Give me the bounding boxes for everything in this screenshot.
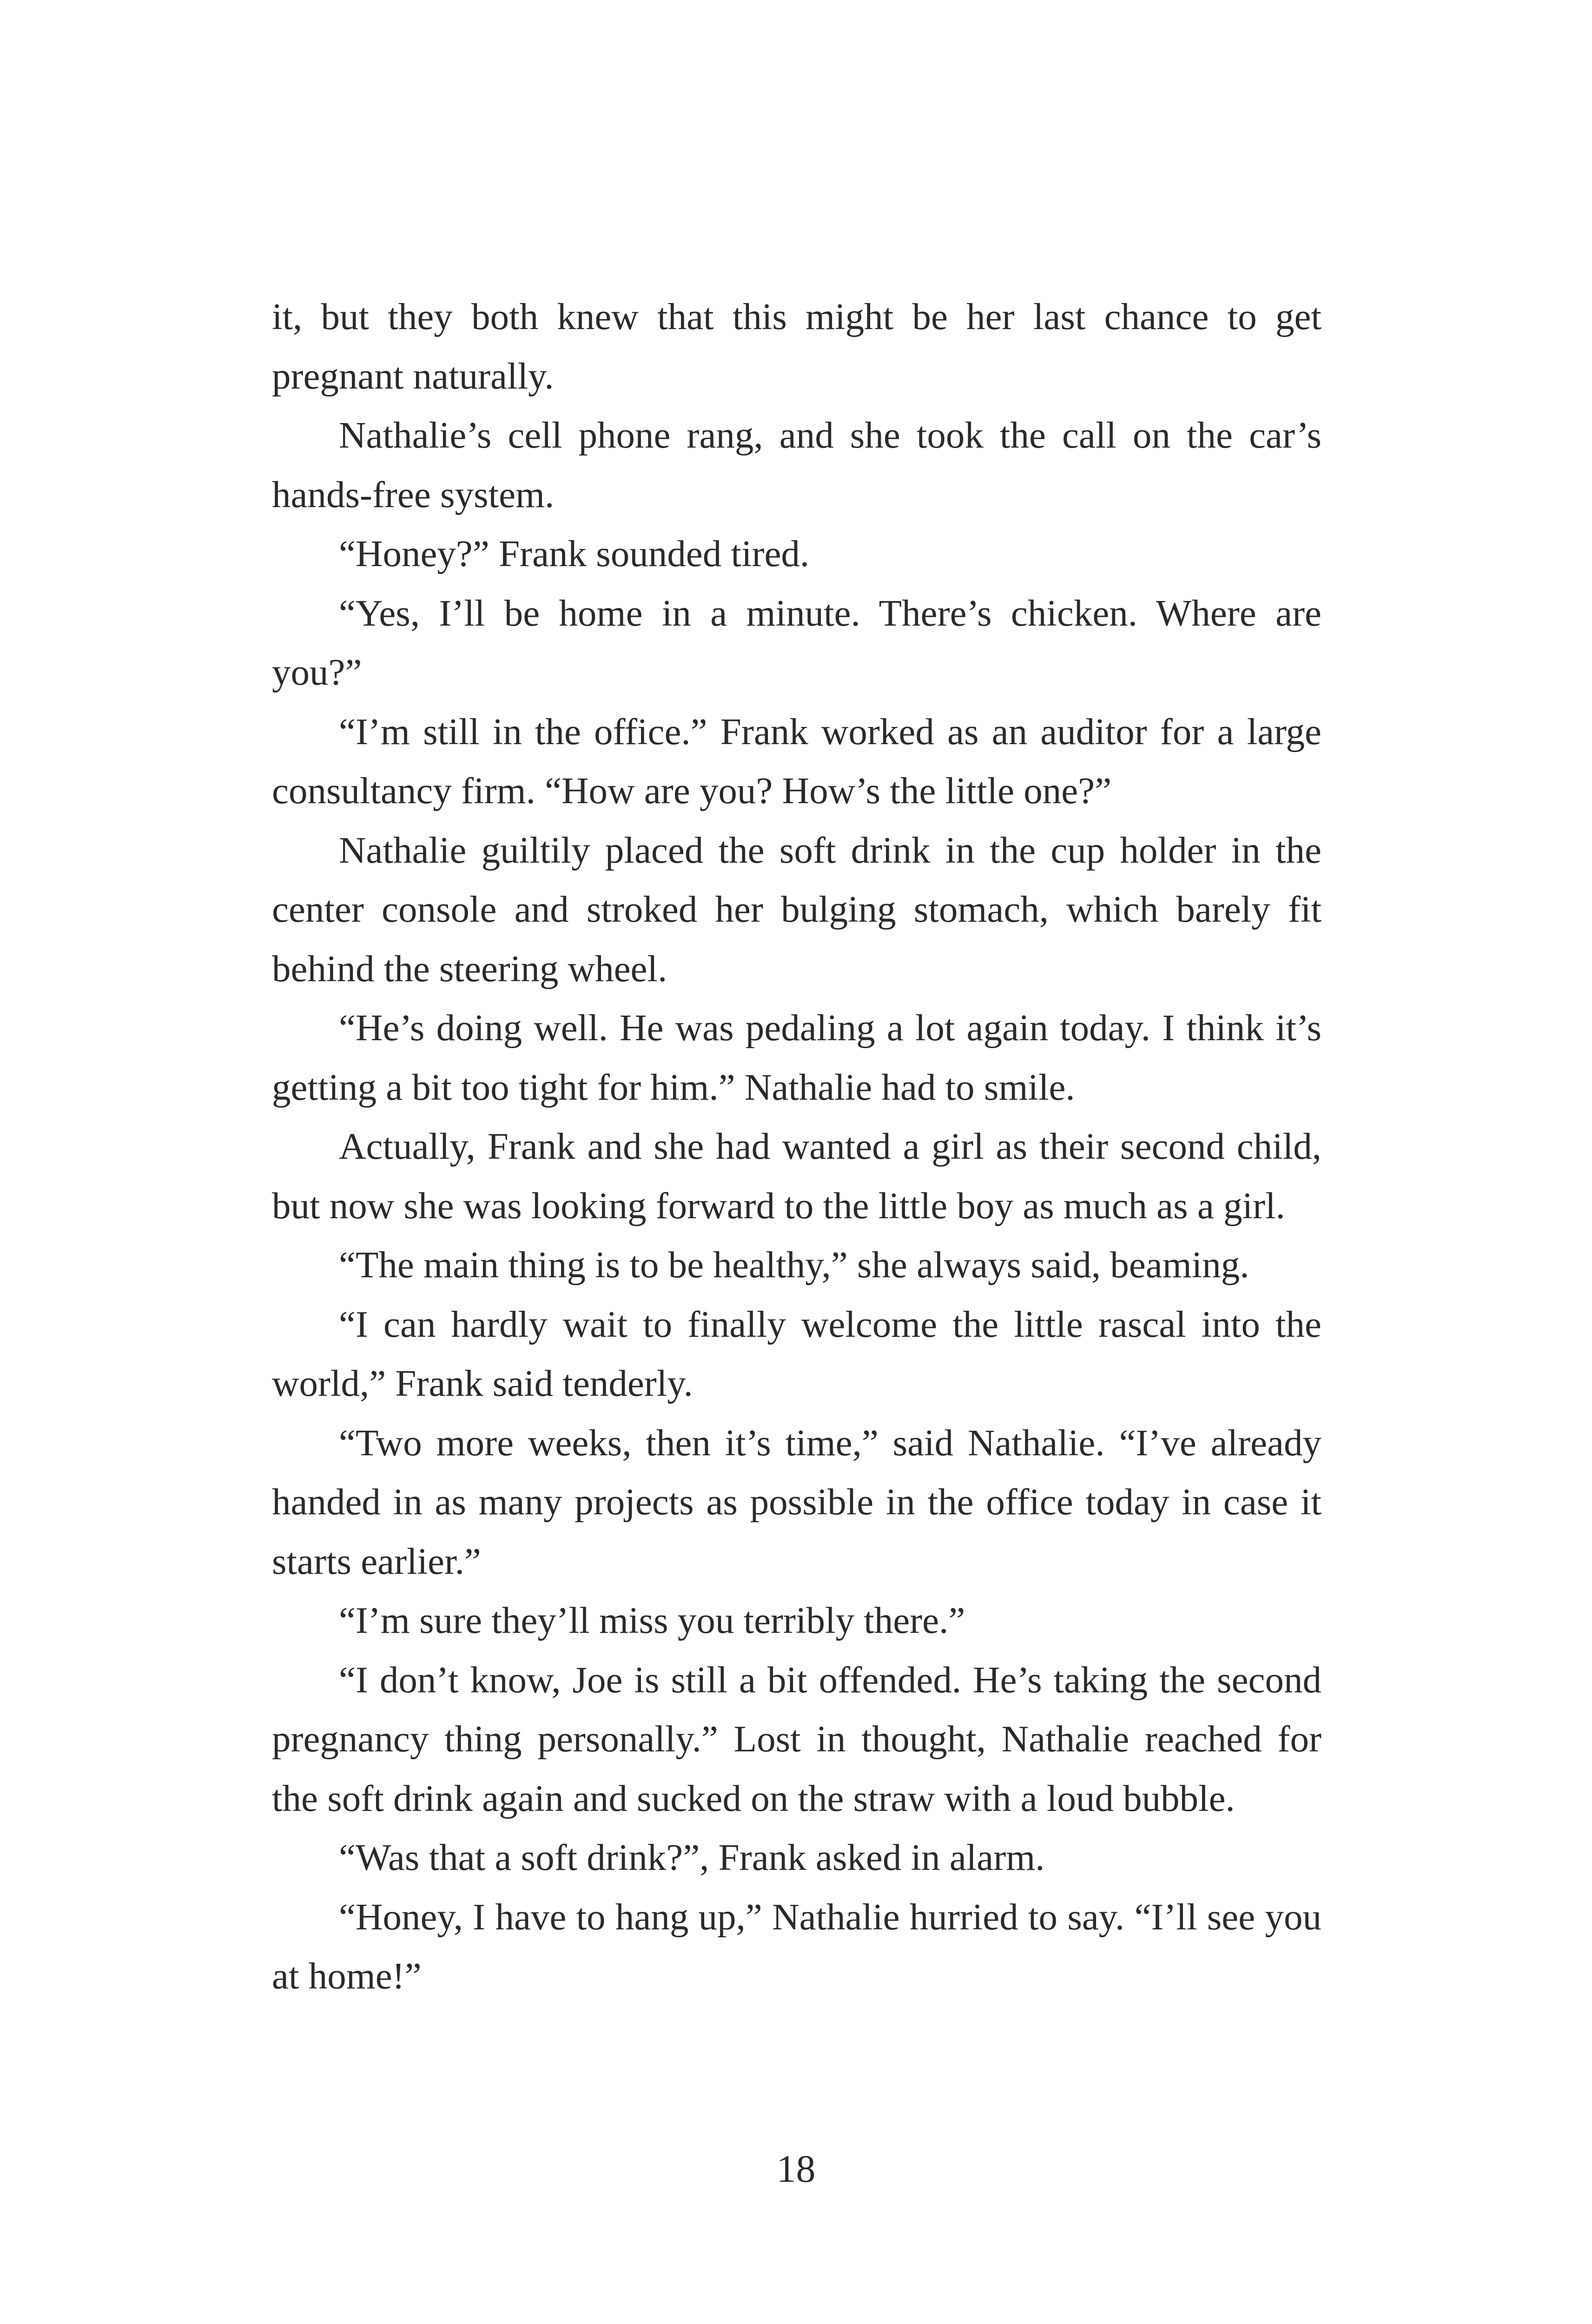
paragraph: Nathalie’s cell phone rang, and she took the call on the car’s hands-free system. bbox=[272, 414, 1321, 515]
paragraph: “Honey, I have to hang up,” Nathalie hurried to say. “I’ll see you at home!” bbox=[272, 1895, 1321, 1997]
paragraph: “I’m sure they’ll miss you terribly there.” bbox=[339, 1599, 965, 1641]
paragraph: Actually, Frank and she had wanted a girl as their second child, but now she was looking forward to the little boy as much as a girl. bbox=[272, 1125, 1321, 1227]
paragraph: “Yes, I’ll be home in a minute. There’s chicken. Where are you?” bbox=[272, 592, 1321, 693]
paragraph: it, but they both knew that this might be her last chance to get pregnant naturally. bbox=[272, 296, 1321, 397]
paragraph: “I can hardly wait to finally welcome the little rascal into the world,” Frank said tenderly. bbox=[272, 1303, 1321, 1404]
paragraph: “Honey?” Frank sounded tired. bbox=[339, 533, 810, 574]
paragraph: “The main thing is to be healthy,” she always said, beaming. bbox=[339, 1244, 1249, 1286]
paragraph: “I’m still in the office.” Frank worked as an auditor for a large consultancy firm. “How are you? How’s the little one?” bbox=[272, 710, 1321, 812]
paragraph: Nathalie guiltily placed the soft drink in the cup holder in the center console and stroked her bulging stomach, which barely fit behind the steering wheel. bbox=[272, 829, 1321, 990]
page-number: 18 bbox=[776, 2147, 816, 2191]
paragraph: “Two more weeks, then it’s time,” said Nathalie. “I’ve already handed in as many projects as possible in the office today in case it starts earlier.” bbox=[272, 1421, 1321, 1582]
paragraph: “I don’t know, Joe is still a bit offended. He’s taking the second pregnancy thing personally.” Lost in thought, Nathalie reached for the soft drink again and sucked on the straw with a loud bubble. bbox=[272, 1658, 1321, 1819]
paragraph: “He’s doing well. He was pedaling a lot again today. I think it’s getting a bit too tight for him.” Nathalie had to smile. bbox=[272, 1007, 1321, 1108]
body-text bbox=[272, 287, 1321, 2006]
paragraph: “Was that a soft drink?”, Frank asked in alarm. bbox=[339, 1836, 1045, 1878]
